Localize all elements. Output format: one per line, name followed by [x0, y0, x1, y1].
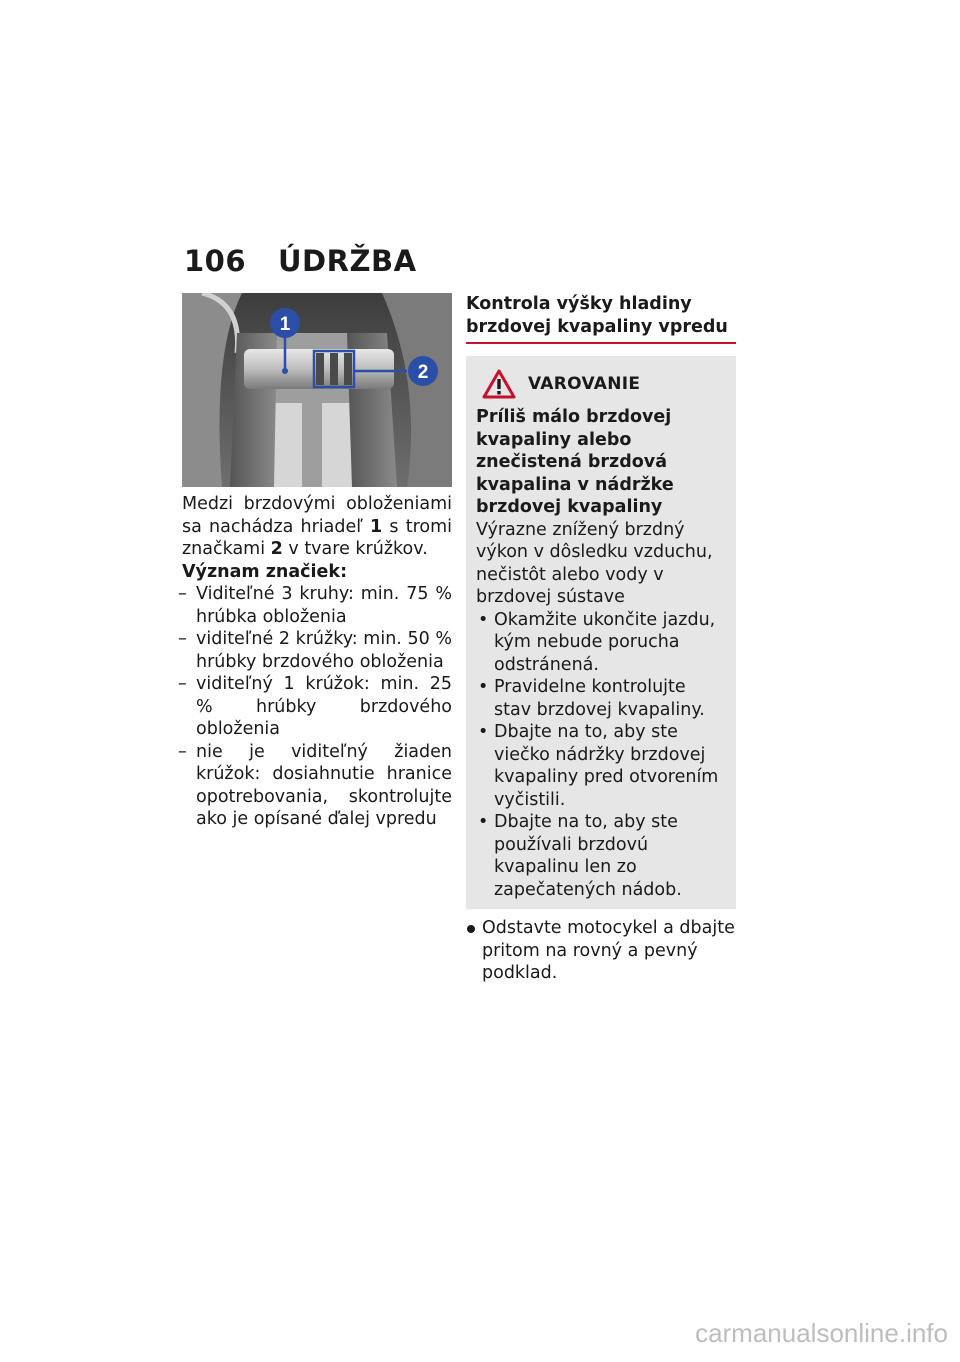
- marks-subheading: Význam značiek:: [182, 561, 348, 582]
- intro-text-1: Medzi brzdovými obloženiami sa nachádza hriadeľ: [182, 494, 452, 537]
- warning-bullets: [476, 609, 728, 902]
- list-item: – viditeľné 2 krúžky: min. 50 % hrúbky brzdového obloženia: [182, 628, 452, 673]
- list-item: • Pravidelne kontrolujte stav brzdovej kvapaliny.: [476, 676, 728, 721]
- right-column: [466, 293, 736, 985]
- watermark: carmanualsonline.info: [695, 1318, 948, 1348]
- list-item: • Dbajte na to, aby ste používali brzdovú kvapalinu len zo zapečatených nádob.: [476, 811, 728, 901]
- warning-label: VAROVANIE: [528, 374, 641, 394]
- brake-pad-photo: [182, 293, 452, 487]
- action-list: [466, 917, 736, 985]
- chapter-title: ÚDRŽBA: [278, 244, 417, 278]
- marks-list: [182, 583, 452, 831]
- list-item: – Viditeľné 3 kruhy: min. 75 % hrúbka obloženia: [182, 583, 452, 628]
- warning-subheading: Príliš málo brzdovej kvapaliny alebo znečistená brzdová kvapalina v nádržke brzdovej kvapaliny: [476, 407, 674, 517]
- callout-1: 1: [279, 314, 291, 335]
- warning-box: [466, 356, 736, 909]
- list-item: • Okamžite ukončite jazdu, kým nebude porucha odstránená.: [476, 609, 728, 677]
- list-item: Odstavte motocykel a dbajte pritom na rovný a pevný podklad.: [466, 917, 736, 985]
- intro-paragraph: [182, 493, 452, 561]
- warning-triangle-icon: [482, 369, 516, 399]
- section-title: Kontrola výšky hladiny brzdovej kvapaliny vpredu: [466, 293, 736, 344]
- page-header: [184, 244, 417, 278]
- warning-header: [476, 366, 728, 402]
- page-number: 106: [184, 244, 247, 278]
- list-item: – viditeľný 1 krúžok: min. 25 % hrúbky brzdového obloženia: [182, 673, 452, 741]
- list-item: • Dbajte na to, aby ste viečko nádržky brzdovej kvapaliny pred otvorením vyčistili.: [476, 721, 728, 811]
- left-column: [182, 293, 452, 831]
- intro-text-2: s tromi značkami: [182, 516, 453, 559]
- callout-2: 2: [417, 362, 429, 383]
- warning-text: Výrazne znížený brzdný výkon v dôsledku vzduchu, nečistôt alebo vody v brzdovej sústave: [476, 519, 713, 607]
- brake-pad-illustration: [182, 293, 452, 487]
- intro-text-3: v tvare krúžkov.: [282, 539, 428, 559]
- intro-ref-1: 1: [370, 516, 383, 537]
- intro-ref-2: 2: [270, 539, 283, 559]
- list-item: – nie je viditeľný žiaden krúžok: dosiahnutie hranice opotrebovania, skontrolujte ako je opísané ďalej vpredu: [182, 741, 452, 831]
